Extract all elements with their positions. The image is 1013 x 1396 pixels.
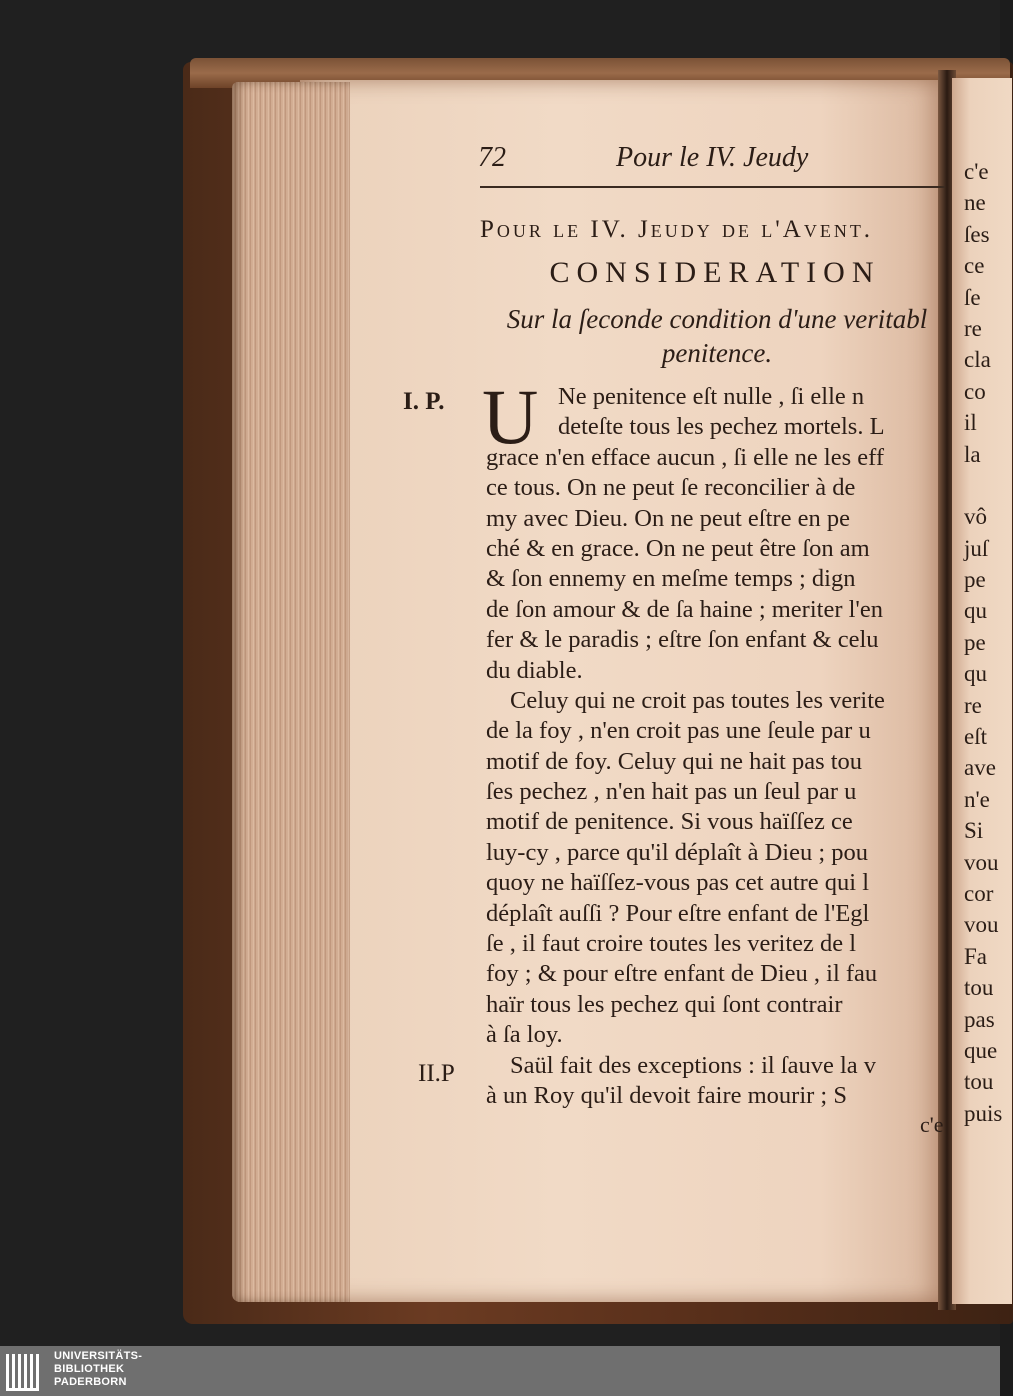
next-page-line: vou xyxy=(964,912,999,938)
text-line: fer & le paradis ; eſtre ſon enfant & celu xyxy=(486,626,879,654)
text-line: motif de foy. Celuy qui ne hait pas tou xyxy=(486,747,863,775)
next-page-line: juſ xyxy=(964,535,989,561)
chapter-subheading xyxy=(484,302,950,382)
text-line: Ne penitence eſt nulle , ſi elle n xyxy=(558,383,865,410)
library-name-line: PADERBORN xyxy=(54,1376,127,1388)
next-page-line: vou xyxy=(964,849,999,875)
page-edges xyxy=(232,82,350,1302)
next-page-line: qu xyxy=(964,661,987,687)
text-line: ce tous. On ne peut ſe reconcilier à de xyxy=(486,474,856,502)
next-page-line: il xyxy=(964,410,977,436)
next-page-line: la xyxy=(964,441,981,467)
text-line: ſes pechez , n'en hait pas un ſeul par u xyxy=(486,778,857,806)
next-page-line: re xyxy=(964,315,982,341)
text-line: grace n'en efface aucun , ſi elle ne les eff xyxy=(486,443,885,471)
drop-cap: U xyxy=(482,373,539,460)
text-line: du diable. xyxy=(486,656,583,684)
library-name-line: BIBLIOTHEK xyxy=(54,1363,125,1375)
next-page-line xyxy=(964,470,1004,501)
text-line: foy ; & pour eſtre enfant de Dieu , il fau xyxy=(486,960,878,988)
next-page-line: ne xyxy=(964,190,986,216)
text-line: ché & en grace. On ne peut être ſon am xyxy=(486,534,870,562)
text-line: & ſon ennemy en meſme temps ; dign xyxy=(486,565,856,593)
text-line: deteſte tous les pechez mortels. L xyxy=(558,413,885,441)
subheading-line: penitence. xyxy=(661,338,773,368)
next-page-line: n'e xyxy=(964,786,990,812)
next-page-line: cor xyxy=(964,880,994,906)
margin-note-point-2: II.P xyxy=(418,1060,455,1087)
text-line: de la foy , n'en croit pas une ſeule par u xyxy=(486,717,871,745)
catchword: c'e xyxy=(920,1112,944,1137)
section-title: Pour le IV. Jeudy de l'Avent. xyxy=(480,216,874,243)
body-text xyxy=(486,382,950,1142)
library-logo-icon xyxy=(4,1350,46,1392)
next-page-line: co xyxy=(964,378,986,404)
text-line: de ſon amour & de ſa haine ; meriter l'en xyxy=(486,595,883,623)
next-page-line: tou xyxy=(964,1069,994,1095)
next-page-line: Si xyxy=(964,818,984,844)
text-line: my avec Dieu. On ne peut eſtre en pe xyxy=(486,504,850,532)
next-page-line: vô xyxy=(964,504,987,530)
next-page-line: re xyxy=(964,692,982,718)
next-page-line: qu xyxy=(964,598,987,624)
text-line: ſe , il faut croire toutes les veritez de l xyxy=(486,930,857,958)
page-number: 72 xyxy=(478,142,506,173)
next-page-line: que xyxy=(964,1037,998,1063)
text-line: déplaît auſſi ? Pour eſtre enfant de l'Egl xyxy=(486,899,870,927)
next-page-line: pe xyxy=(964,629,986,655)
library-footer xyxy=(0,1346,1000,1396)
next-page-line: eſt xyxy=(964,724,987,750)
running-head xyxy=(478,142,948,178)
text-line: motif de penitence. Si vous haïſſez ce xyxy=(486,808,853,836)
next-page-text xyxy=(964,156,1004,1126)
chapter-heading: CONSIDERATION xyxy=(549,256,881,289)
next-page-line: c'e xyxy=(964,159,989,184)
text-line: luy-cy , parce qu'il déplaît à Dieu ; pou xyxy=(486,838,868,866)
text-line: Celuy qui ne croit pas toutes les verite xyxy=(510,686,885,714)
subheading-line: Sur la ſeconde condition d'une veritabl xyxy=(506,304,928,334)
next-page-line: ave xyxy=(964,755,996,781)
margin-note-point-1: I. P. xyxy=(403,388,445,415)
library-name xyxy=(54,1350,142,1389)
text-line: quoy ne haïſſez-vous pas cet autre qui l xyxy=(486,869,870,897)
text-line: à ſa loy. xyxy=(486,1021,563,1049)
next-page-line: cla xyxy=(964,347,991,373)
next-page-line: tou xyxy=(964,975,994,1001)
next-page-line: puis xyxy=(964,1100,1003,1126)
next-page-line: ce xyxy=(964,253,985,279)
text-line: à un Roy qu'il devoit faire mourir ; S xyxy=(486,1081,847,1109)
next-page-line: pas xyxy=(964,1006,995,1032)
header-rule xyxy=(480,186,945,188)
next-page-line: Fa xyxy=(964,943,987,969)
library-name-line: UNIVERSITÄTS- xyxy=(54,1350,143,1362)
running-title: Pour le IV. Jeudy xyxy=(616,142,809,173)
next-page-line: pe xyxy=(964,567,986,593)
next-page-line: ſes xyxy=(964,221,990,247)
text-line: haïr tous les pechez qui ſont contrair xyxy=(486,990,843,1018)
text-line: Saül fait des exceptions : il ſauve la v xyxy=(510,1051,877,1079)
next-page-line: ſe xyxy=(964,284,981,310)
